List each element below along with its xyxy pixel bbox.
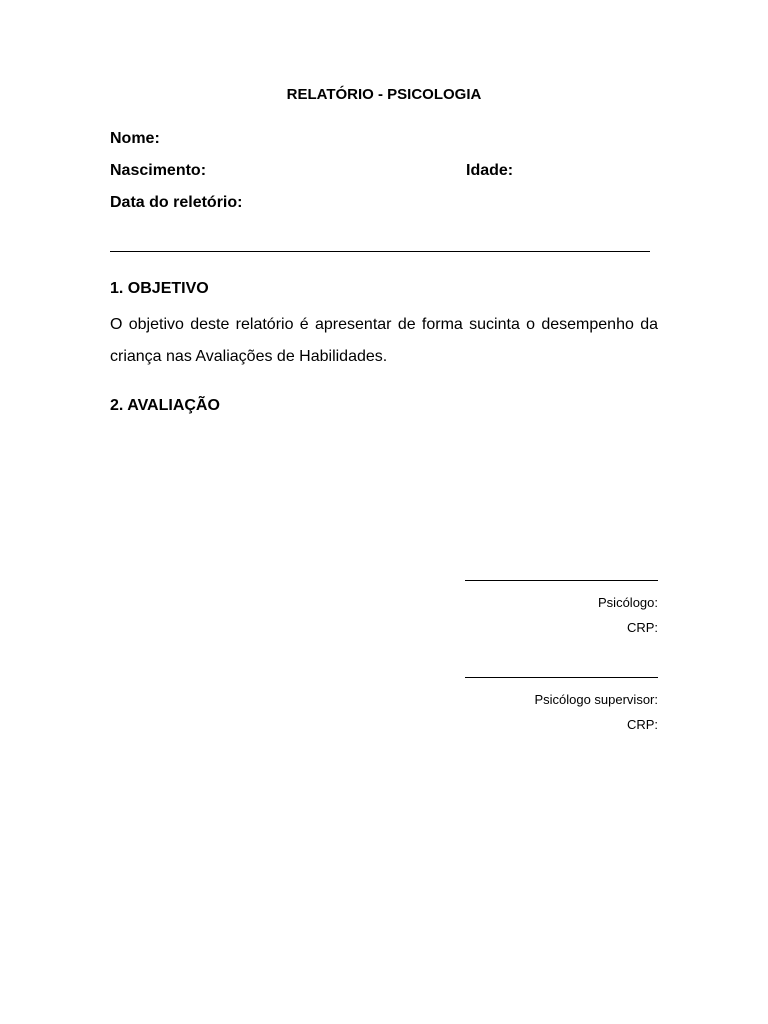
field-nascimento-label: Nascimento: [110, 162, 207, 179]
signature-crp: CRP: [626, 717, 658, 732]
signature-line [465, 580, 658, 581]
signature-role: Psicólogo: [598, 595, 658, 610]
field-data-label: Data do reletório: [110, 194, 243, 211]
field-nome-label: Nome: [110, 130, 160, 147]
signature-role: Psicólogo supervisor: [534, 692, 658, 707]
objetivo-paragraph: O objetivo deste relatório é apresentar de forma sucinta o desempenho da criança nas Avaliações de Habilidades. [110, 316, 658, 365]
section-divider [110, 251, 650, 252]
signature-block-psicologo [458, 580, 658, 635]
document-title: RELATÓRIO - PSICOLOGIA [286, 86, 482, 103]
section-heading-objetivo: 1. OBJETIVO [110, 280, 209, 297]
signature-line [465, 677, 658, 678]
signature-block-supervisor [458, 677, 658, 732]
signature-crp: CRP: [626, 620, 658, 635]
section-heading-avaliacao: 2. AVALIAÇÃO [110, 397, 220, 414]
field-idade-label: Idade: [466, 162, 514, 179]
